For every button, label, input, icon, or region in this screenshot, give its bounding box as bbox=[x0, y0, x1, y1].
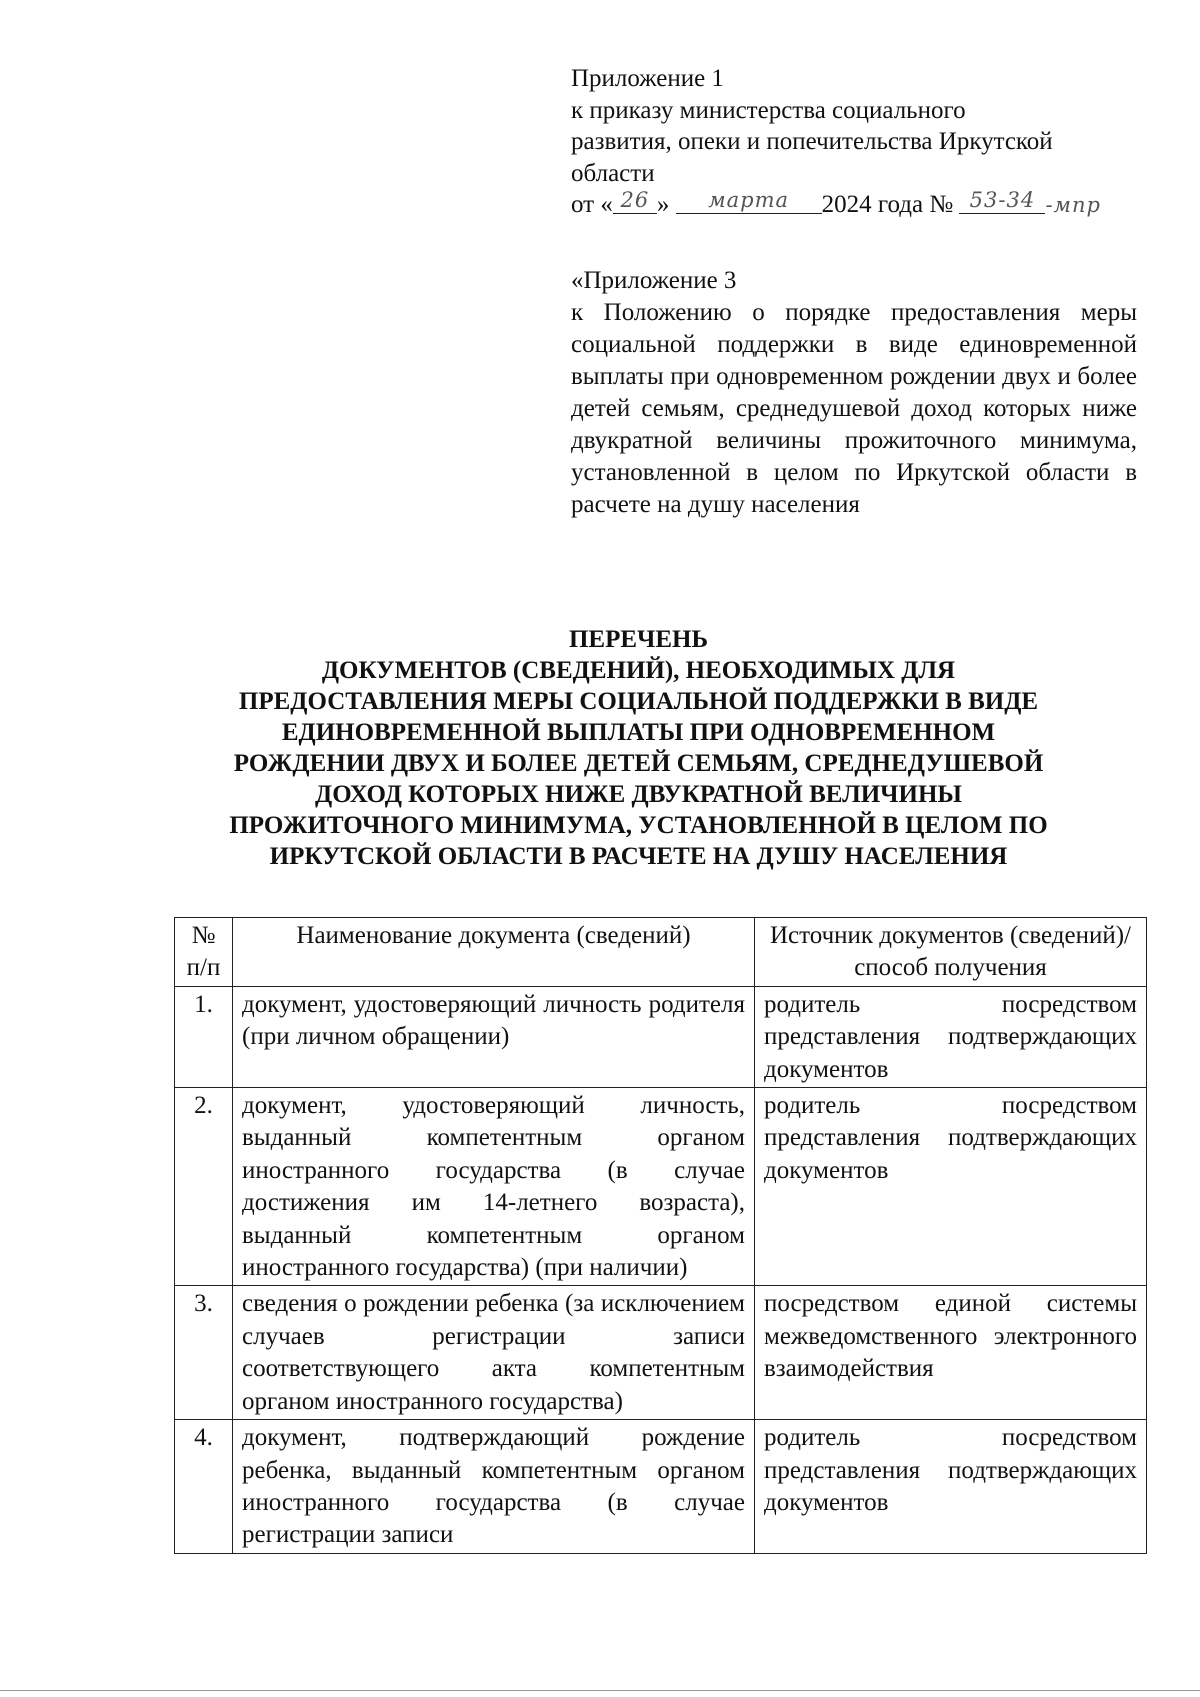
approval-line-3: развития, опеки и попечительства Иркутской bbox=[571, 128, 1053, 155]
row-source: родитель посредством представления подтверждающих документов bbox=[755, 1088, 1147, 1286]
day-handwritten: 26 bbox=[620, 188, 650, 212]
number-handwritten: 53-34 bbox=[969, 188, 1036, 212]
row-num: 1. bbox=[175, 986, 233, 1087]
heading-line-8: ИРКУТСКОЙ ОБЛАСТИ В РАСЧЕТЕ НА ДУШУ НАСЕЛЕНИЯ bbox=[269, 843, 1008, 870]
approval-line-2: к приказу министерства социального bbox=[571, 96, 966, 124]
year-text: 2024 года № bbox=[821, 191, 954, 218]
number-suffix-handwritten: -мпр bbox=[1045, 193, 1101, 217]
approval-line-4: области bbox=[571, 159, 655, 187]
order-date-number-line bbox=[571, 189, 1139, 222]
header-num: № п/п bbox=[175, 918, 233, 987]
row-document-name: сведения о рождении ребенка (за исключением случаев регистрации записи соответствующего акта компетентным органом иностранного государства) bbox=[233, 1286, 755, 1420]
number-field bbox=[959, 189, 1045, 214]
row-num: 3. bbox=[175, 1286, 233, 1420]
table-row bbox=[175, 1088, 1147, 1286]
month-handwritten: марта bbox=[708, 188, 790, 212]
annex-title: «Приложение 3 bbox=[571, 267, 737, 294]
heading-line-4: ЕДИНОВРЕМЕННОЙ ВЫПЛАТЫ ПРИ ОДНОВРЕМЕННОМ bbox=[281, 719, 996, 746]
table-row bbox=[175, 1286, 1147, 1420]
table-row bbox=[175, 1420, 1147, 1554]
row-source: родитель посредством представления подтверждающих документов bbox=[755, 986, 1147, 1087]
heading-line-2: ДОКУМЕНТОВ (СВЕДЕНИЙ), НЕОБХОДИМЫХ ДЛЯ bbox=[321, 657, 956, 684]
row-document-name: документ, подтверждающий рождение ребенка, выданный компетентным органом иностранного государства (в случае регистрации записи bbox=[233, 1420, 755, 1554]
table-header-row bbox=[175, 918, 1147, 987]
row-document-name: документ, удостоверяющий личность, выданный компетентным органом иностранного государства (в случае достижения им 14-летнего возраста), выданный компетентным органом иностранного государства) (при наличии) bbox=[233, 1088, 755, 1286]
document-heading bbox=[150, 624, 1127, 872]
approval-block bbox=[571, 63, 1139, 222]
heading-line-6: ДОХОД КОТОРЫХ НИЖЕ ДВУКРАТНОЙ ВЕЛИЧИНЫ bbox=[315, 781, 962, 808]
row-document-name: документ, удостоверяющий личность родителя (при личном обращении) bbox=[233, 986, 755, 1087]
row-source: посредством единой системы межведомственного электронного взаимодействия bbox=[755, 1286, 1147, 1420]
heading-line-5: РОЖДЕНИИ ДВУХ И БОЛЕЕ ДЕТЕЙ СЕМЬЯМ, СРЕДНЕДУШЕВОЙ bbox=[233, 750, 1044, 777]
page-bottom-rule bbox=[0, 1690, 1200, 1691]
header-source: Источник документов (сведений)/способ получения bbox=[755, 918, 1147, 987]
annex-body: к Положению о порядке предоставления меры социальной поддержки в виде единовременной выплаты при одновременном рождении двух и более детей семьям, среднедушевой доход которых ниже двукратной величины прожиточного минимума, установленной в целом по Иркутской области в расчете на душу населения bbox=[571, 299, 1137, 518]
day-field bbox=[613, 189, 657, 214]
row-num: 4. bbox=[175, 1420, 233, 1554]
header-name: Наименование документа (сведений) bbox=[233, 918, 755, 987]
from-prefix: от « bbox=[571, 191, 613, 218]
row-num: 2. bbox=[175, 1088, 233, 1286]
heading-line-1: ПЕРЕЧЕНЬ bbox=[568, 626, 709, 653]
table-row bbox=[175, 986, 1147, 1087]
heading-line-3: ПРЕДОСТАВЛЕНИЯ МЕРЫ СОЦИАЛЬНОЙ ПОДДЕРЖКИ В ВИДЕ bbox=[238, 688, 1039, 715]
approval-line-1: Приложение 1 bbox=[571, 65, 724, 92]
documents-table bbox=[174, 917, 1147, 1554]
month-field bbox=[676, 189, 822, 214]
annex-block bbox=[571, 265, 1137, 521]
quote-close: » bbox=[656, 191, 670, 218]
row-source: родитель посредством представления подтверждающих документов bbox=[755, 1420, 1147, 1554]
heading-line-7: ПРОЖИТОЧНОГО МИНИМУМА, УСТАНОВЛЕННОЙ В ЦЕЛОМ ПО bbox=[229, 812, 1048, 839]
